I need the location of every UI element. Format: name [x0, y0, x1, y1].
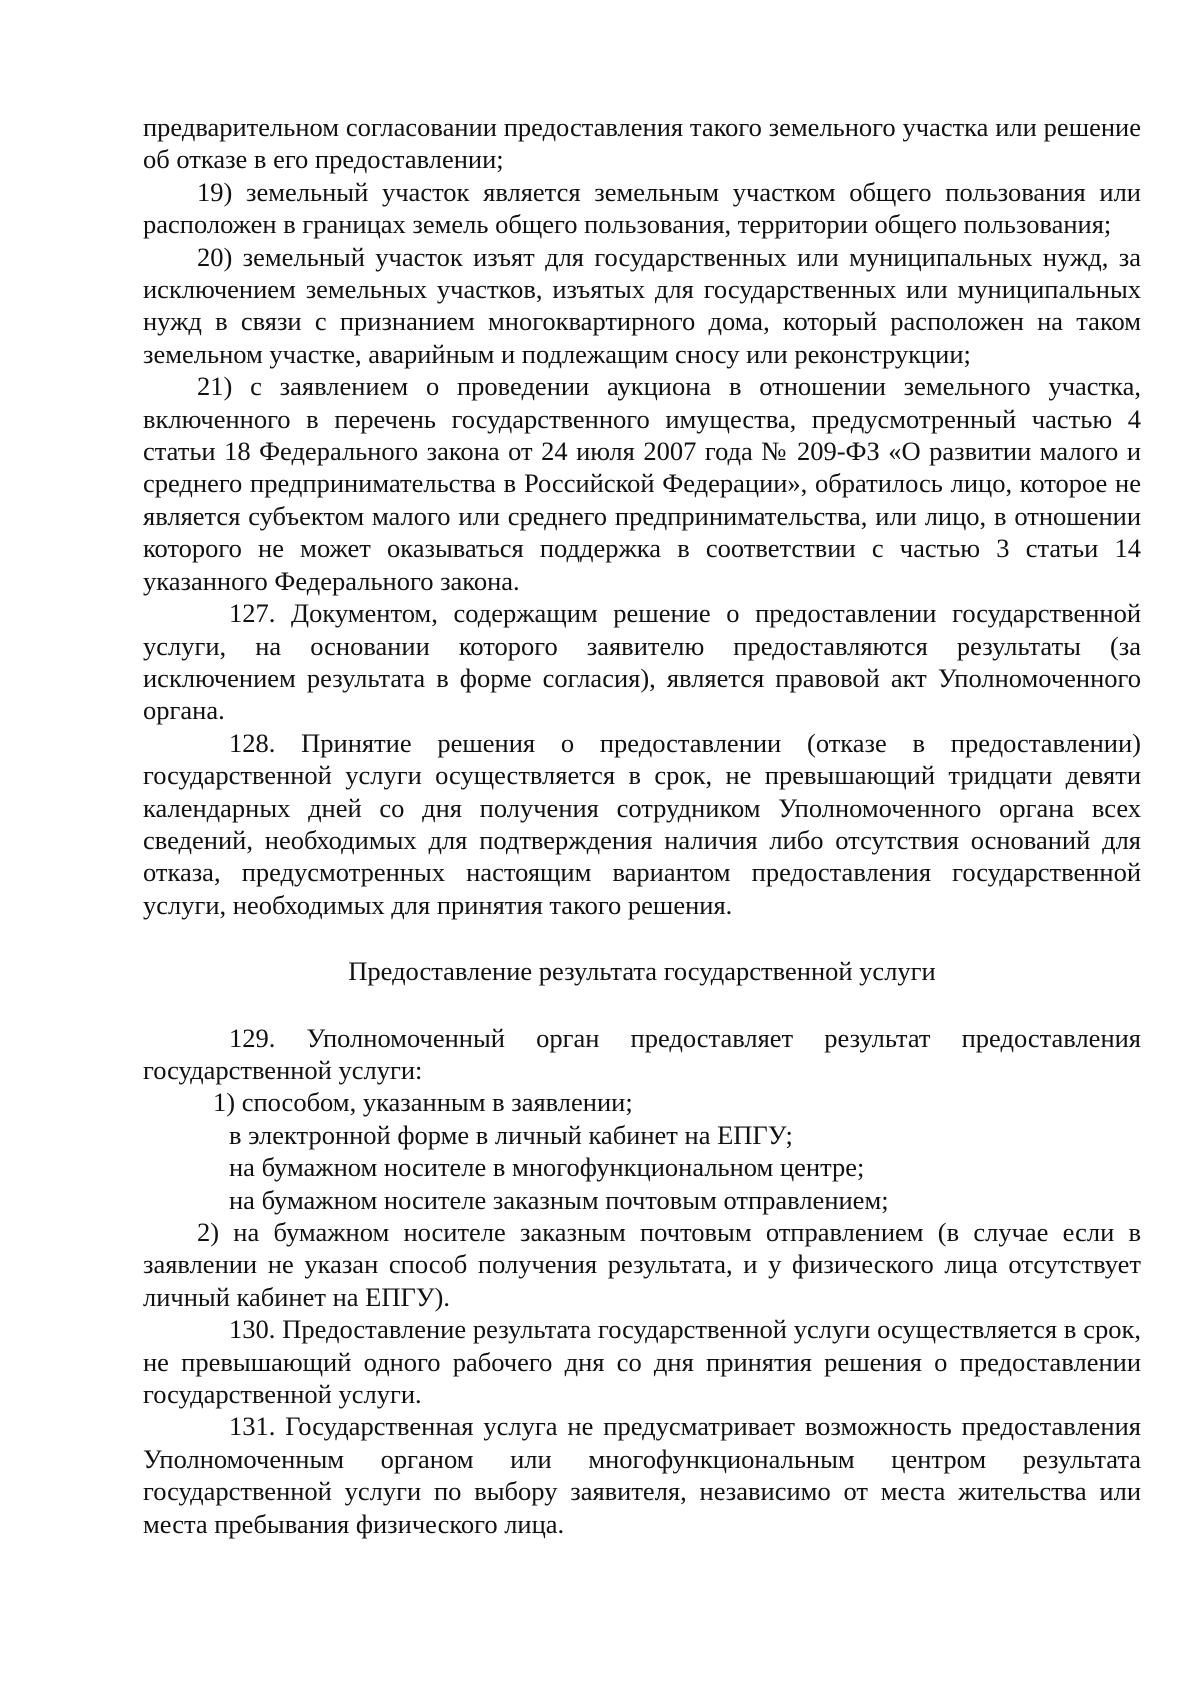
- paragraph-129-item-1c: на бумажном носителе заказным почтовым отправлением;: [229, 1184, 889, 1215]
- paragraph-130: 130. Предоставление результата государственной услуги осуществляется в срок, не превышающий одного рабочего дня со дня принятия решения о предоставлении государственной услуги.: [143, 1314, 1141, 1410]
- paragraph-129-item-1a: в электронной форме в личный кабинет на ЕПГУ;: [229, 1119, 793, 1150]
- paragraph-item-20: 20) земельный участок изъят для государственных или муниципальных нужд, за исключением земельных участков, изъятых для государственных или муниципальных нужд в связи с признанием многоквартирного дома, который расположен на таком земельном участке, аварийным и подлежащим сносу или реконструкции;: [143, 241, 1141, 369]
- paragraph-129-item-1b: на бумажном носителе в многофункциональном центре;: [229, 1152, 865, 1183]
- paragraph-128: 128. Принятие решения о предоставлении (отказе в предоставлении) государственной услуги осуществляется в срок, не превышающий тридцати девяти календарных дней со дня получения сотрудником Уполномоченного органа всех сведений, необходимых для подтверждения наличия либо отсутствия оснований для отказа, предусмотренных настоящим вариантом предоставления государственной услуги, необходимых для принятия такого решения.: [143, 727, 1141, 920]
- paragraph-131: 131. Государственная услуга не предусматривает возможность предоставления Уполномоченным органом или многофункциональным центром результата государственной услуги по выбору заявителя, независимо от места жительства или места пребывания физического лица.: [143, 1411, 1141, 1539]
- paragraph-continuation: предварительном согласовании предоставления такого земельного участка или решение об отказе в его предоставлении;: [143, 112, 1141, 175]
- paragraph-item-21: 21) с заявлением о проведении аукциона в отношении земельного участка, включенного в перечень государственного имущества, предусмотренный частью 4 статьи 18 Федерального закона от 24 июля 2007 года № 209-ФЗ «О развитии малого и среднего предпринимательства в Российской Федерации», обратилось лицо, которое не является субъектом малого или среднего предпринимательства, или лицо, в отношении которого не может оказываться поддержка в соответствии с частью 3 статьи 14 указанного Федерального закона.: [143, 371, 1141, 596]
- paragraph-127: 127. Документом, содержащим решение о предоставлении государственной услуги, на основании которого заявителю предоставляются результаты (за исключением результата в форме согласия), является правовой акт Уполномоченного органа.: [143, 598, 1141, 726]
- document-page: [143, 111, 1141, 1540]
- section-heading: Предоставление результата государственной услуги: [348, 956, 936, 987]
- paragraph-item-19: 19) земельный участок является земельным участком общего пользования или расположен в границах земель общего пользования, территории общего пользования;: [143, 176, 1141, 240]
- paragraph-129-item-1: 1) способом, указанным в заявлении;: [213, 1087, 633, 1118]
- paragraph-129: 129. Уполномоченный орган предоставляет результат предоставления государственной услуги:: [143, 1022, 1141, 1085]
- paragraph-129-item-2: 2) на бумажном носителе заказным почтовым отправлением (в случае если в заявлении не указан способ получения результата, и у физического лица отсутствует личный кабинет на ЕПГУ).: [143, 1217, 1141, 1312]
